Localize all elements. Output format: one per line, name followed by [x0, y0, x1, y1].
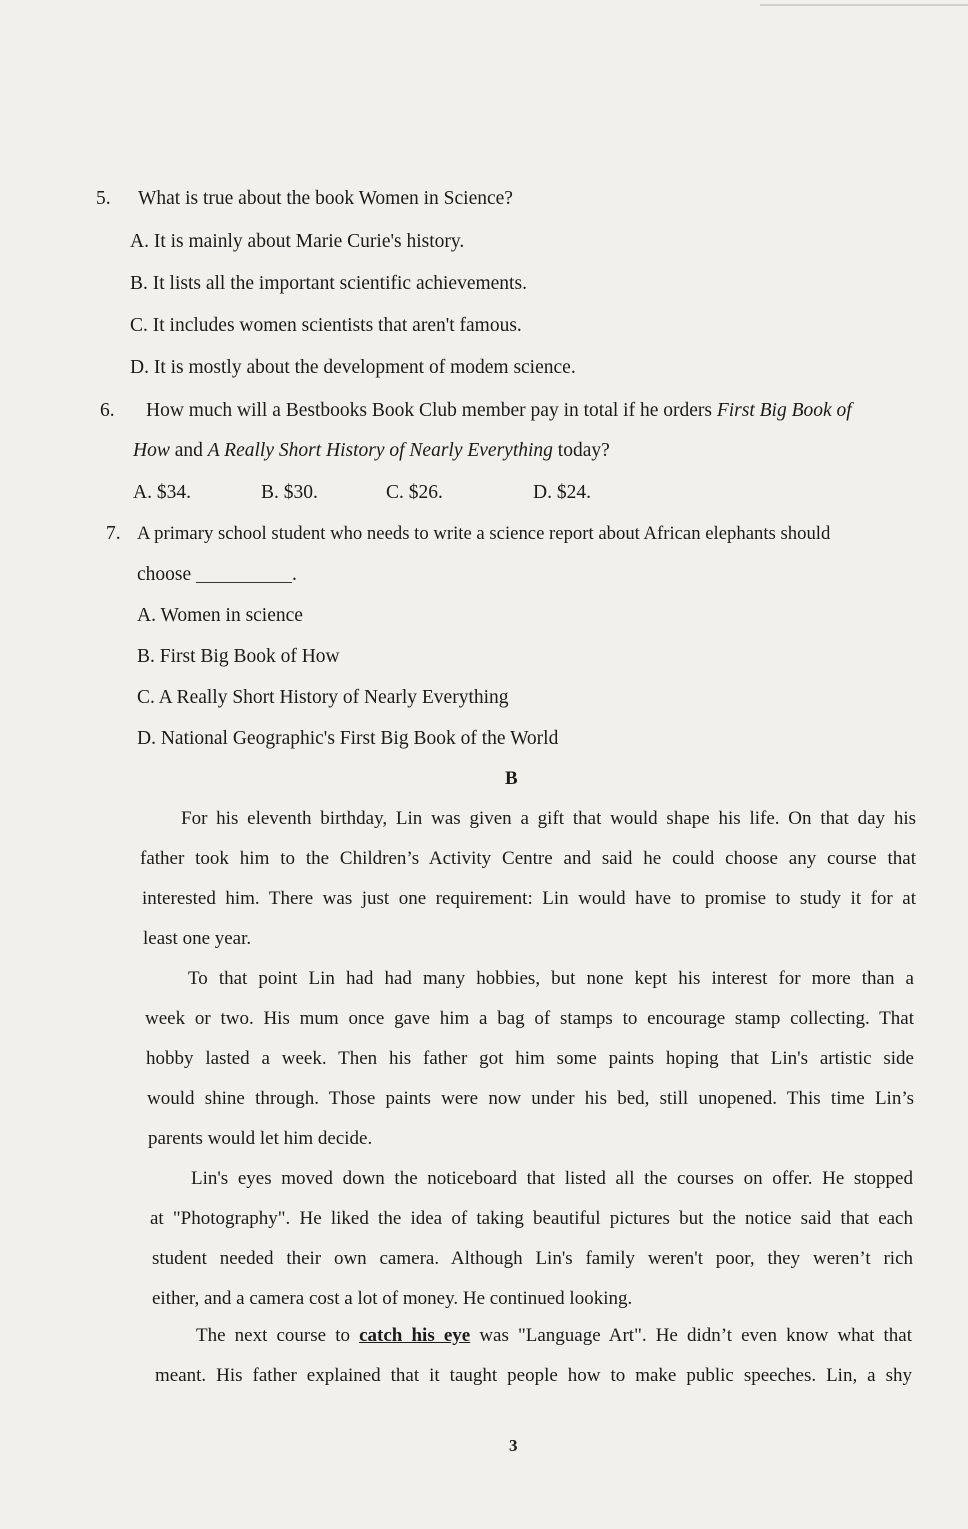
p3-line3: student needed their own camera. Although Lin's family weren't poor, they weren’t rich — [152, 1248, 913, 1269]
q7-line2 — [137, 563, 297, 587]
p1-line2: father took him to the Children’s Activity Centre and said he could choose any course that — [140, 848, 916, 869]
q6-option-d: D. $24. — [533, 482, 591, 503]
q7-number: 7. — [106, 523, 121, 544]
q6-line1 — [146, 399, 852, 423]
scan-edge-line — [760, 4, 968, 6]
p2-line2: week or two. His mum once gave him a bag of stamps to encourage stamp collecting. That — [145, 1008, 914, 1029]
p2-line1: To that point Lin had had many hobbies, but none kept his interest for more than a — [188, 968, 914, 989]
q7-option-d: D. National Geographic's First Big Book of the World — [137, 728, 559, 749]
q5-question: What is true about the book Women in Science? — [138, 188, 513, 209]
q6-title-history: A Really Short History of Nearly Everything — [207, 440, 553, 461]
q6-option-b: B. $30. — [261, 482, 318, 503]
q6-option-c: C. $26. — [386, 482, 443, 503]
q6-line1-title: First Big Book of — [716, 400, 852, 421]
q7-option-a: A. Women in science — [137, 605, 303, 626]
q6-option-a: A. $34. — [133, 482, 191, 503]
q7-period: . — [292, 564, 297, 585]
p3-line4: either, and a camera cost a lot of money. He continued looking. — [152, 1288, 633, 1309]
q5-option-a: A. It is mainly about Marie Curie's history. — [130, 231, 465, 252]
q5-option-b: B. It lists all the important scientific achievements. — [130, 273, 527, 294]
section-heading: B — [505, 768, 518, 789]
q5-option-c: C. It includes women scientists that aren't famous. — [130, 315, 522, 336]
page-number: 3 — [509, 1436, 518, 1455]
q7-answer-blank — [196, 564, 292, 583]
q6-number: 6. — [100, 400, 115, 421]
q7-option-c: C. A Really Short History of Nearly Everything — [137, 687, 509, 708]
p3-line2: at "Photography". He liked the idea of taking beautiful pictures but the notice said that each — [150, 1208, 913, 1229]
q6-line1-text: How much will a Bestbooks Book Club member pay in total if he orders — [146, 400, 717, 421]
p2-line4: would shine through. Those paints were now under his bed, still unopened. This time Lin’s — [147, 1088, 914, 1109]
underlined-phrase: catch his eye — [359, 1325, 471, 1346]
q6-title-how: How — [133, 440, 170, 461]
q7-line1: A primary school student who needs to write a science report about African elephants should — [137, 523, 831, 544]
q7-choose: choose — [137, 564, 192, 585]
q6-and: and — [169, 440, 208, 461]
q6-line2 — [133, 439, 610, 463]
p4-line2: meant. His father explained that it taught people how to make public speeches. Lin, a shy — [155, 1365, 912, 1386]
p2-line5: parents would let him decide. — [148, 1128, 373, 1149]
q6-today: today? — [552, 440, 610, 461]
q5-number: 5. — [96, 188, 111, 209]
p1-line3: interested him. There was just one requirement: Lin would have to promise to study it for at — [142, 888, 916, 909]
p1-line1: For his eleventh birthday, Lin was given a gift that would shape his life. On that day his — [181, 808, 916, 829]
q7-option-b: B. First Big Book of How — [137, 646, 340, 667]
p4-line1: The next course to catch his eye was "Language Art". He didn’t even know what that — [196, 1325, 912, 1346]
p2-line3: hobby lasted a week. Then his father got him some paints hoping that Lin's artistic side — [146, 1048, 914, 1069]
p3-line1: Lin's eyes moved down the noticeboard that listed all the courses on offer. He stopped — [191, 1168, 913, 1189]
q5-option-d: D. It is mostly about the development of modem science. — [130, 357, 576, 378]
p1-line4: least one year. — [143, 928, 252, 949]
